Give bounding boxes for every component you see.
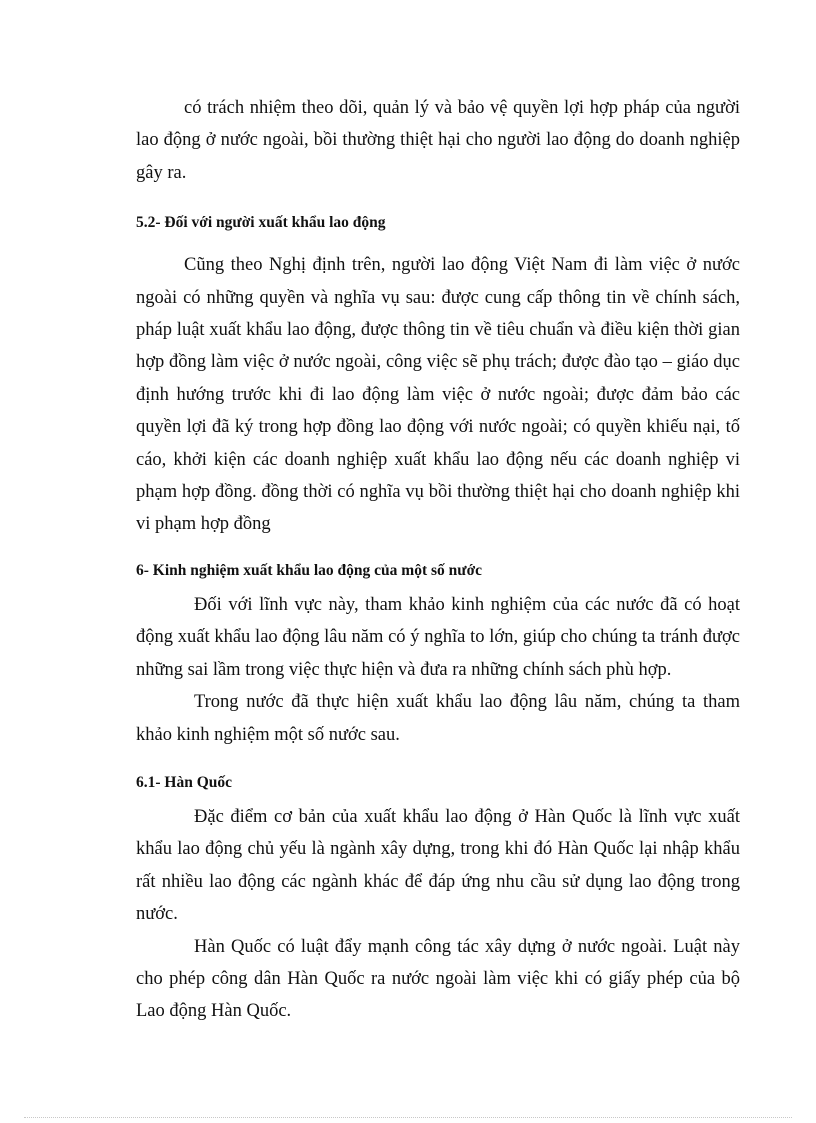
section-6-paragraph-1: Đối với lĩnh vực này, tham khảo kinh nghiệm của các nước đã có hoạt động xuất khẩu lao động lâu năm có ý nghĩa to lớn, giúp cho chúng ta tránh được những sai lầm trong việc thực hiện và đưa ra những chính sách phù hợp. <box>136 594 740 680</box>
section-6-1-paragraph-1: Đặc điểm cơ bản của xuất khẩu lao động ở Hàn Quốc là lĩnh vực xuất khẩu lao động chủ yếu là ngành xây dựng, trong khi đó Hàn Quốc lại nhập khẩu rất nhiều lao động các ngành khác để đáp ứng nhu cầu sử dụng lao động trong nước. <box>136 806 740 925</box>
section-5-2-paragraph: Cũng theo Nghị định trên, người lao động Việt Nam đi làm việc ở nước ngoài có những quyền và nghĩa vụ sau: được cung cấp thông tin về chính sách, pháp luật xuất khẩu lao động, được thông tin về tiêu chuẩn và điều kiện thời gian hợp đồng làm việc ở nước ngoài, công việc sẽ phụ trách; được đào tạo – giáo dục định hướng trước khi đi lao động làm việc ở nước ngoài; được đảm bảo các quyền lợi đã ký trong hợp đồng lao động với nước ngoài; có quyền khiếu nại, tố cáo, khởi kiện các doanh nghiệp xuất khẩu lao động nếu các doanh nghiệp vi phạm hợp đồng. đồng thời có nghĩa vụ bồi thường thiệt hại cho doanh nghiệp khi vi phạm hợp đồng <box>136 255 740 535</box>
section-6-paragraph-2: Trong nước đã thực hiện xuất khẩu lao động lâu năm, chúng ta tham khảo kinh nghiệm một số nước sau. <box>136 692 740 745</box>
section-5-2-heading: 5.2- Đối với người xuất khẩu lao động <box>136 214 386 232</box>
section-6-1-heading: 6.1- Hàn Quốc <box>136 773 233 791</box>
section-6-heading: 6- Kinh nghiệm xuất khẩu lao động của một số nước <box>136 561 483 579</box>
document-page <box>136 92 740 1028</box>
intro-paragraph: có trách nhiệm theo dõi, quản lý và bảo vệ quyền lợi hợp pháp của người lao động ở nước ngoài, bồi thường thiệt hại cho người lao động do doanh nghiệp gây ra. <box>136 98 740 183</box>
page-bottom-divider <box>24 1117 792 1118</box>
section-6-1-paragraph-2: Hàn Quốc có luật đẩy mạnh công tác xây dựng ở nước ngoài. Luật này cho phép công dân Hàn Quốc ra nước ngoài làm việc khi có giấy phép của bộ Lao động Hàn Quốc. <box>136 936 740 1022</box>
